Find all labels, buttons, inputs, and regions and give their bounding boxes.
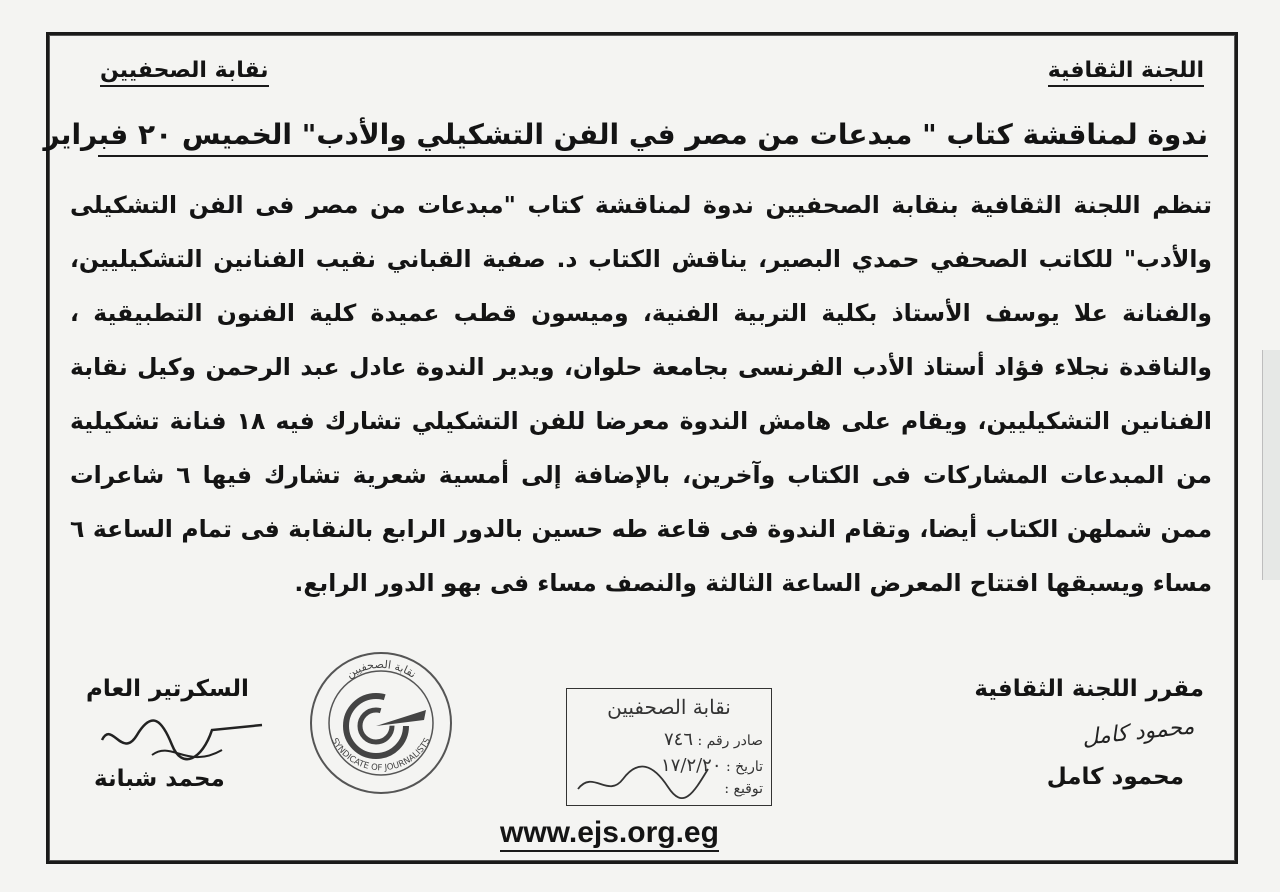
document-title: ندوة لمناقشة كتاب " مبدعات من مصر في الفن التشكيلي والأدب" الخميس ٢٠ فبراير — [98, 118, 1208, 157]
committee-rapporteur-name: محمود كامل — [1046, 764, 1184, 790]
stamp-issued-label: صادر رقم : — [697, 733, 763, 749]
stamp-date-value: ١٧/٢/٢٠ — [661, 755, 722, 776]
secretary-general-name: محمد شبانة — [94, 766, 225, 792]
handwritten-signature-right: محمود كامل — [1080, 714, 1195, 751]
syndicate-seal — [306, 648, 456, 798]
stamp-issued-value: ٧٤٦ — [663, 729, 693, 750]
syndicate-header: نقابة الصحفيين — [100, 58, 269, 87]
adjacent-page-edge — [1262, 350, 1280, 580]
stamp-issued-row — [664, 729, 763, 750]
secretary-general-title: السكرتير العام — [86, 676, 249, 702]
stamp-sign-row — [724, 781, 763, 797]
website-link[interactable]: www.ejs.org.eg — [500, 818, 719, 852]
committee-rapporteur-title: مقرر اللجنة الثقافية — [974, 676, 1204, 702]
committee-header: اللجنة الثقافية — [1048, 58, 1204, 87]
svg-text:نقابة الصحفيين — [344, 658, 419, 681]
stamp-signature — [573, 749, 713, 805]
stamp-heading: نقابة الصحفيين — [607, 695, 731, 719]
registration-stamp — [566, 688, 772, 806]
announcement-body: تنظم اللجنة الثقافية بنقابة الصحفيين ندوة لمناقشة كتاب "مبدعات من مصر فى الفن التشكيلى والأدب" للكاتب الصحفي حمدي البصير، يناقش الكتاب د. صفية القباني نقيب الفنانين التشكيليين، والفنانة علا يوسف الأستاذ بكلية التربية الفنية، وميسون قطب عميدة كلية الفنون التطبيقية ، والناقدة نجلاء فؤاد أستاذ الأدب الفرنسى بجامعة حلوان، ويدير الندوة عادل عبد الرحمن وكيل نقابة الفنانين التشكيليين، ويقام على هامش الندوة معرضا للفن التشكيلي تشارك فيه ١٨ فنانة تشكيلية من المبدعات المشاركات فى الكتاب وآخرين، بالإضافة إلى أمسية شعرية تشارك فيها ٦ شاعرات ممن شملهن الكتاب أيضا، وتقام الندوة فى قاعة طه حسين بالدور الرابع بالنقابة فى تمام الساعة ٦ مساء ويسبقها افتتاح المعرض الساعة الثالثة والنصف مساء فى بهو الدور الرابع. — [70, 191, 1212, 597]
seal-bottom-text: SYNDICATE OF JOURNALISTS — [329, 736, 433, 774]
stamp-sign-label: توقيع : — [724, 781, 763, 797]
stamp-date-label: تاريخ : — [725, 759, 763, 775]
seal-top-text: نقابة الصحفيين — [343, 657, 419, 681]
